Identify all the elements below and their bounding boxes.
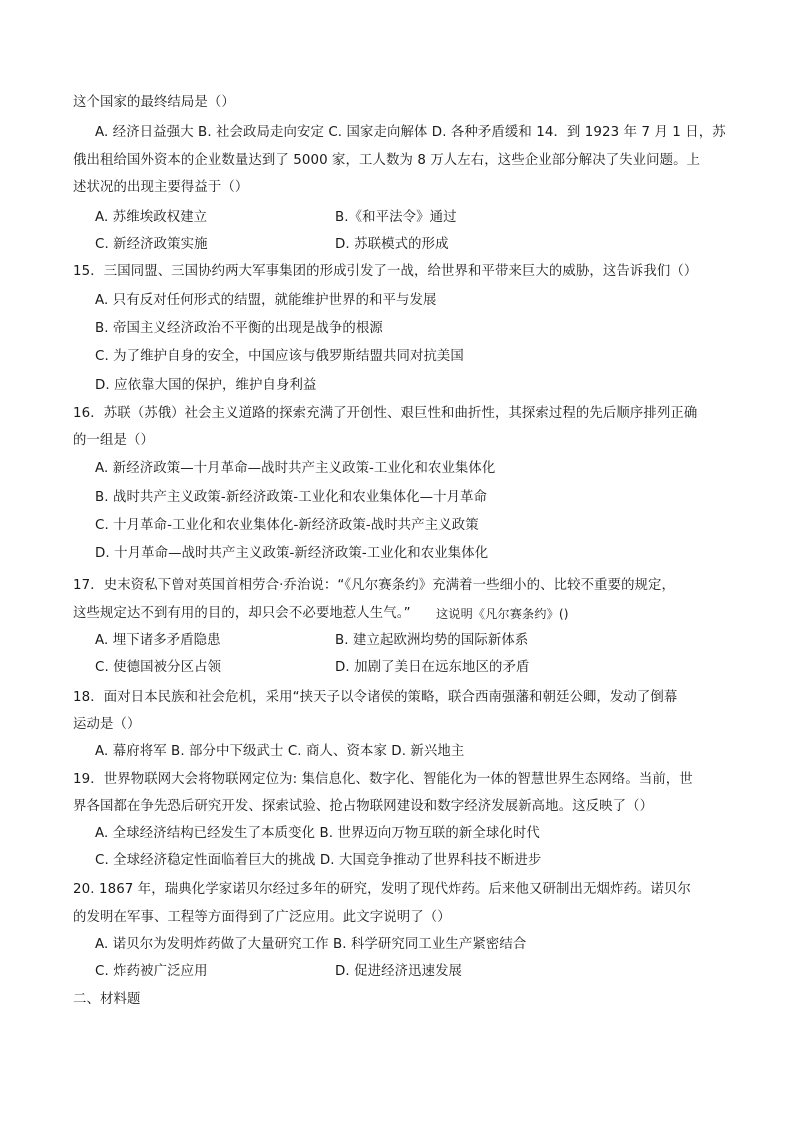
option-c: C. 使德国被分区占领 (95, 660, 222, 675)
text-line: 俄出租给国外资本的企业数量达到了 5000 家，工人数为 8 万人左右，这些企业部分解决了失业问题。上 (73, 153, 701, 168)
question-15: 15．三国同盟、三国协约两大军事集团的形成引发了一战，给世界和平带来巨大的威胁，这告诉我们（） (73, 264, 698, 279)
question-19: 19．世界物联网大会将物联网定位为: 集信息化、数字化、智能化为一体的智慧世界生态网络。当前，世 (73, 772, 693, 787)
option-b: B. 战时共产主义政策-新经济政策-工业化和农业集体化—十月革命 (95, 490, 488, 505)
question-18: 18．面对日本民族和社会危机，采用“挟天子以令诸侯的策略，联合西南强藩和朝廷公卿，发动了倒幕 (73, 690, 678, 705)
options-line: A. 幕府将军 B. 部分中下级武士 C. 商人、资本家 D. 新兴地主 (95, 744, 465, 759)
text-line: 的发明在军事、工程等方面得到了广泛应用。此文字说明了（） (73, 910, 451, 925)
option-a: A. 新经济政策—十月革命—战时共产主义政策-工业化和农业集体化 (95, 461, 496, 476)
text-line: 述状况的出现主要得益于（） (73, 180, 249, 195)
option-b: B.《和平法令》通过 (335, 210, 457, 225)
option-a: A. 埋下诸多矛盾隐患 (95, 633, 221, 648)
option-d: D. 苏联模式的形成 (335, 237, 449, 252)
text-line: 这说明《凡尔赛条约》() (436, 607, 569, 621)
question-17: 17．史末资私下曾对英国首相劳合·乔治说：“《凡尔赛条约》充满着一些细小的、比较不重要的规定， (73, 578, 676, 593)
option-d: D. 十月革命—战时共产主义政策-新经济政策-工业化和农业集体化 (95, 546, 489, 561)
option-d: D. 加剧了美日在远东地区的矛盾 (335, 660, 530, 675)
options-line: C. 全球经济稳定性面临着巨大的挑战 D. 大国竞争推动了世界科技不断进步 (95, 853, 542, 868)
option-c: C. 十月革命-工业化和农业集体化-新经济政策-战时共产主义政策 (95, 518, 479, 533)
option-b: B. 建立起欧洲均势的国际新体系 (335, 633, 529, 648)
question-16: 16．苏联（苏俄）社会主义道路的探索充满了开创性、艰巨性和曲折性，其探索过程的先后顺序排列正确 (73, 406, 698, 421)
text-line: 这些规定达不到有用的目的，却只会不必要地惹人生气。” (73, 606, 411, 621)
text-line: 这个国家的最终结局是（） (73, 95, 235, 110)
question-20: 20. 1867 年，瑞典化学家诺贝尔经过多年的研究，发明了现代炸药。后来他又研制出无烟炸药。诺贝尔 (73, 882, 691, 897)
option-c: C. 为了维护自身的安全，中国应该与俄罗斯结盟共同对抗美国 (95, 349, 464, 364)
option-a: A. 苏维埃政权建立 (95, 210, 208, 225)
option-d: D. 促进经济迅速发展 (335, 964, 463, 979)
text-line: A. 经济日益强大 B. 社会政局走向安定 C. 国家走向解体 D. 各种矛盾缓和 14．到 1923 年 7 月 1 日，苏 (95, 125, 726, 140)
option-d: D. 应依靠大国的保护，维护自身利益 (95, 378, 317, 393)
text-line: 界各国都在争先恐后研究开发、探索试验、抢占物联网建设和数字经济发展新高地。这反映了（） (73, 799, 654, 814)
option-c: C. 炸药被广泛应用 (95, 964, 208, 979)
text-line: 的一组是（） (73, 433, 154, 448)
options-line: A. 全球经济结构已经发生了本质变化 B. 世界迈向万物互联的新全球化时代 (95, 826, 540, 841)
option-a: A. 只有反对任何形式的结盟，就能维护世界的和平与发展 (95, 293, 437, 308)
option-b: B. 帝国主义经济政治不平衡的出现是战争的根源 (95, 321, 383, 336)
options-line: A. 诺贝尔为发明炸药做了大量研究工作 B. 科学研究同工业生产紧密结合 (95, 937, 527, 952)
text-line: 运动是（） (73, 717, 141, 732)
section-heading: 二、材料题 (73, 992, 141, 1007)
option-c: C. 新经济政策实施 (95, 237, 208, 252)
